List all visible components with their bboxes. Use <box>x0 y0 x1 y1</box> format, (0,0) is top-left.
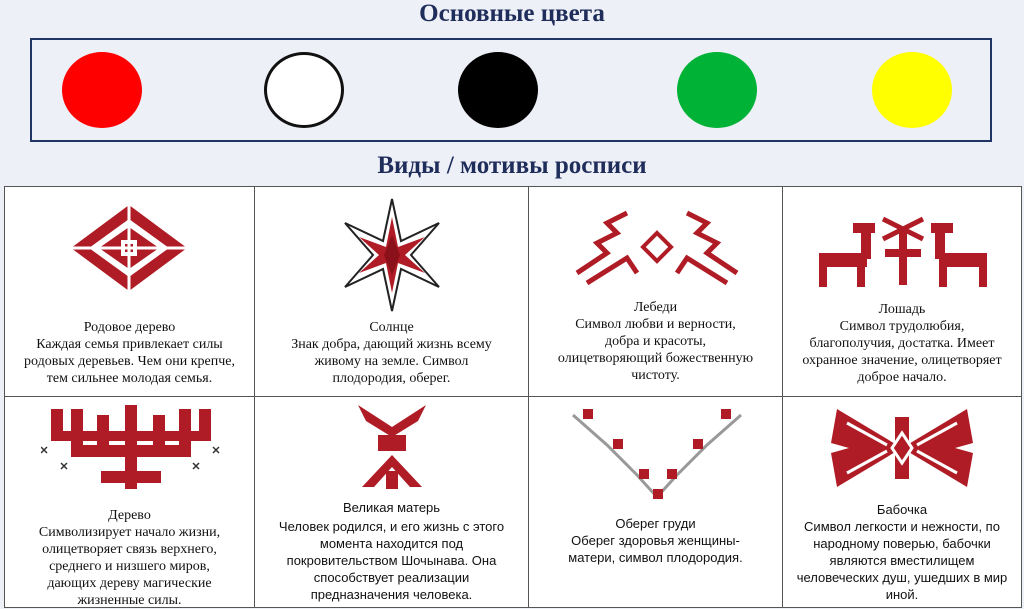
cell-text-line: олицетворяет связь верхнего, <box>42 542 217 557</box>
cell-text-line: матери, символ плодородия. <box>568 550 743 565</box>
cell-text-line: живому на земле. Символ <box>314 354 469 369</box>
cell-title: Лебеди <box>633 300 678 315</box>
green-circle <box>677 52 757 128</box>
colors-panel <box>30 38 992 142</box>
cell-title: Великая матерь <box>342 500 441 515</box>
cell-title: Лошадь <box>878 302 926 317</box>
cell-text-line: плодородия, оберег. <box>332 371 451 386</box>
cell-text-line: олицетворяющий божественную <box>557 351 754 366</box>
cell-babochka <box>783 397 1021 607</box>
cell-text-line: Человек родился, и его жизнь с этого <box>278 519 505 534</box>
velikaya-mater-ornament <box>352 401 432 493</box>
cell-title: Родовое дерево <box>83 320 176 335</box>
cell-text-line: доброе начало. <box>857 370 947 385</box>
cell-text-line: Символ трудолюбия, <box>839 319 965 334</box>
red-circle <box>62 52 142 128</box>
cell-text-line: Оберег здоровья женщины- <box>571 533 740 548</box>
cell-text-line: способствует реализации <box>313 570 470 585</box>
page-title: Основные цвета <box>419 0 605 27</box>
cell-text-line: тем сильнее молодая семья. <box>46 371 213 386</box>
cell-derevo <box>5 397 255 607</box>
cell-text-line: Каждая семья привлекает силы <box>36 337 223 352</box>
cell-text-line: охранное значение, олицетворяет <box>802 353 1002 368</box>
cell-text-line: добра и красоты, <box>604 334 707 349</box>
cell-title: Дерево <box>108 508 151 523</box>
cell-text-line: момента находится под <box>319 536 464 551</box>
cell-title: Оберег груди <box>615 516 696 531</box>
cell-text-line: предназначения человека. <box>310 587 473 602</box>
cell-text-line: родовых деревьев. Чем они крепче, <box>23 354 236 369</box>
cell-title: Солнце <box>369 320 414 335</box>
cell-text-line: народному поверью, бабочки <box>813 536 991 551</box>
cell-text-line: Символ легкости и нежности, по <box>804 519 1000 534</box>
obereg-grudi-ornament <box>567 405 747 505</box>
cell-text-line: благополучия, достатка. Имеет <box>809 336 995 351</box>
cell-lebedi <box>529 187 783 397</box>
cell-rodovoe-derevo <box>5 187 255 397</box>
cell-text-line: человеческих душ, ушедших в мир <box>796 570 1008 585</box>
cell-text-line: Символизирует начало жизни, <box>38 525 221 540</box>
babochka-ornament <box>827 403 977 493</box>
cell-solntse <box>255 187 529 397</box>
cell-text-line: являются вместилищем <box>829 553 975 568</box>
black-circle <box>458 52 538 128</box>
cell-obereg-grudi <box>529 397 783 607</box>
cell-loshad <box>783 187 1021 397</box>
cell-title: Бабочка <box>876 502 928 517</box>
white-circle <box>264 52 344 128</box>
cell-text-line: Знак добра, дающий жизнь всему <box>291 337 492 352</box>
solntse-ornament <box>327 195 457 315</box>
cell-text-line: дающих дереву магические <box>47 576 212 591</box>
cell-text-line: покровительством Шочынава. Она <box>286 553 497 568</box>
cell-text-line: чистоту. <box>631 368 680 383</box>
cell-text-line: иной. <box>885 587 919 602</box>
motifs-grid <box>4 186 1022 608</box>
cell-text-line: Символ любви и верности, <box>575 317 736 332</box>
cell-text-line: среднего и низшего миров, <box>49 559 210 574</box>
motifs-title: Виды / мотивы росписи <box>377 152 647 179</box>
yellow-circle <box>872 52 952 128</box>
derevo-ornament <box>41 401 221 493</box>
cell-text-line: жизненные силы. <box>77 593 182 608</box>
loshad-ornament <box>813 209 993 289</box>
rodovoe-derevo-ornament <box>69 203 189 293</box>
lebedi-ornament <box>567 203 747 293</box>
cell-velikaya-mater <box>255 397 529 607</box>
